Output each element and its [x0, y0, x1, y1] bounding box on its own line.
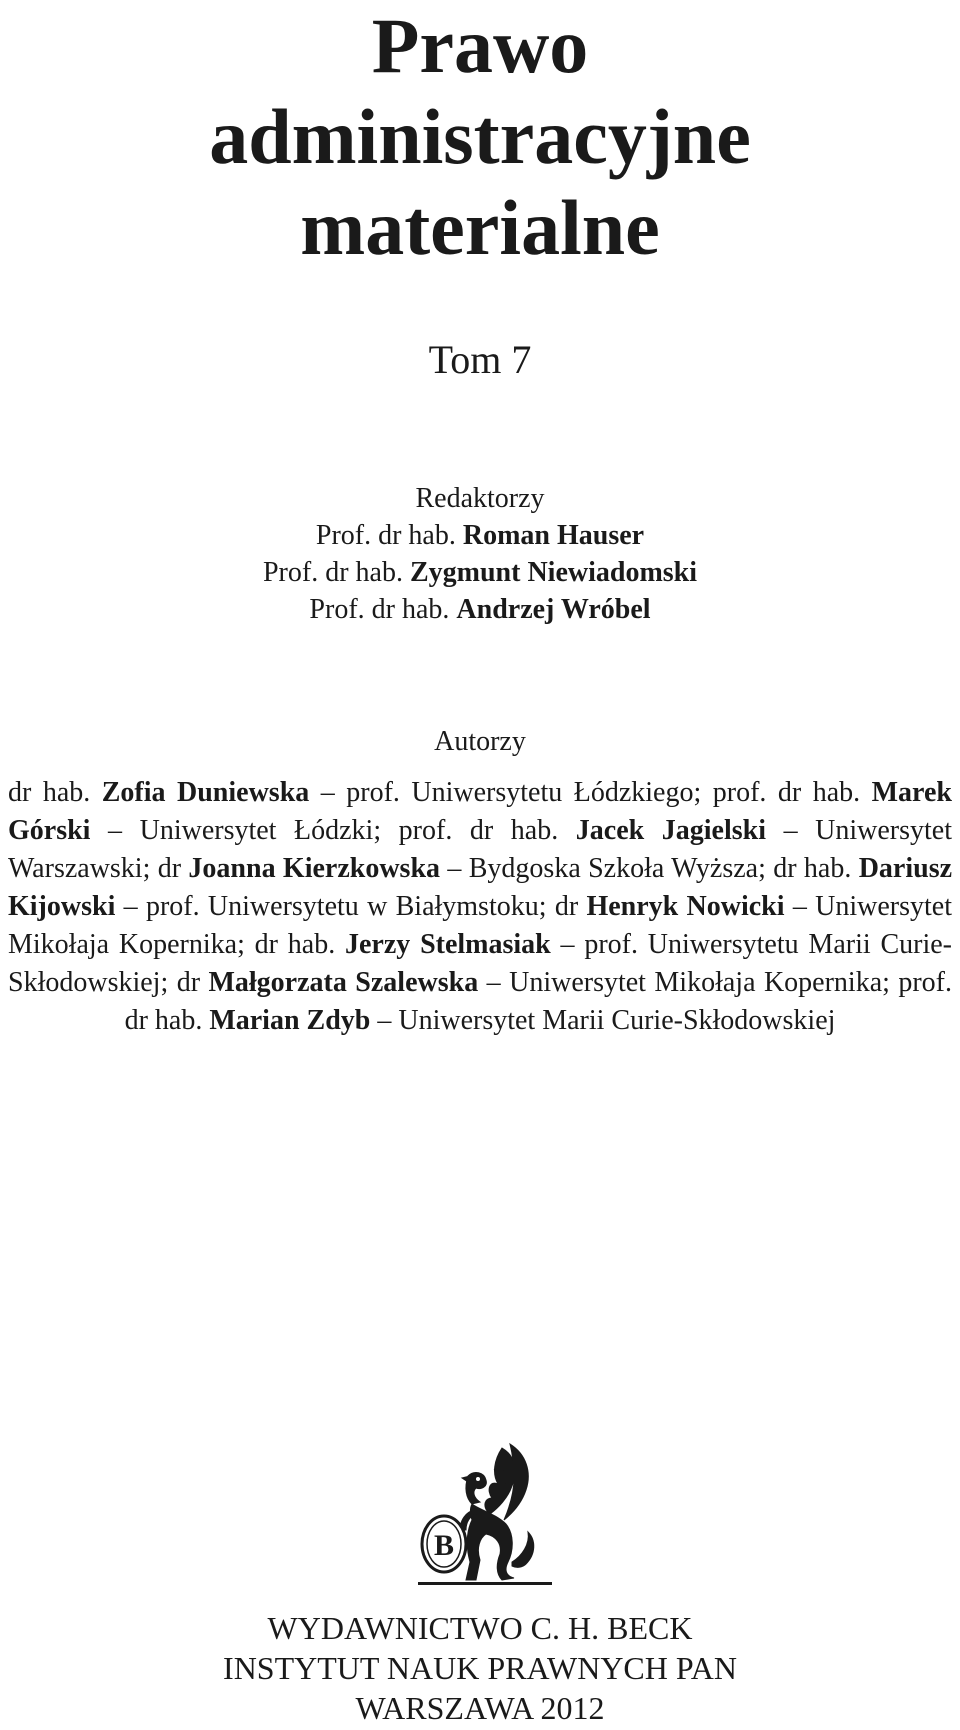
editor-title: Prof. dr hab. [309, 594, 457, 625]
author-affiliation: – Uniwersytet Łódzki; [90, 815, 399, 846]
volume-number: Tom 7 [428, 337, 532, 382]
authors-paragraph [8, 774, 952, 1040]
publication-place-year: WARSZAWA 2012 [355, 1690, 605, 1726]
author-affiliation: – Uniwersytet Warszawski; [8, 815, 952, 884]
author-affiliation: – prof. Uniwersytetu w Białymstoku; [115, 891, 555, 922]
author-title: dr hab. [254, 929, 345, 960]
logo-letter: B [433, 1529, 455, 1562]
publisher-block [0, 1608, 960, 1728]
author-name: Jacek Jagielski [575, 815, 766, 846]
book-title-line-3: materialne [300, 184, 660, 271]
author-name: Zofia Duniewska [101, 777, 310, 808]
authors-heading: Autorzy [434, 726, 526, 757]
editor-entry [0, 591, 960, 628]
author-name: Jerzy Stelmasiak [344, 929, 551, 960]
editor-name: Andrzej Wróbel [456, 594, 651, 625]
author-name: Henryk Nowicki [586, 891, 785, 922]
author-name: Joanna Kierzkowska [188, 853, 441, 884]
editor-name: Zygmunt Niewiadomski [409, 557, 698, 588]
author-title: dr [157, 853, 189, 884]
author-name: Marek Górski [8, 777, 952, 846]
book-title-line-2: administracyjne [209, 93, 751, 180]
author-name: Dariusz Kijowski [8, 853, 953, 922]
author-affiliation: – Uniwersytet Mikołaja Kopernika; [8, 891, 953, 960]
author-name: Marian Zdyb [209, 1005, 371, 1036]
editor-title: Prof. dr hab. [315, 520, 463, 551]
author-affiliation: – Uniwersytet Marii Curie-Skłodowskiej [370, 1005, 836, 1036]
author-title: dr [176, 967, 209, 998]
author-title: prof. dr hab. [398, 815, 576, 846]
editor-entry [0, 554, 960, 591]
editors-heading: Redaktorzy [415, 483, 545, 514]
author-title: prof. dr hab. [124, 967, 952, 1036]
author-name: Małgorzata Szalewska [208, 967, 479, 998]
author-title: dr hab. [8, 777, 102, 808]
editor-entry [0, 517, 960, 554]
author-affiliation: – prof. Uniwersytetu Łódzkiego; [309, 777, 713, 808]
author-title: dr hab. [773, 853, 859, 884]
author-affiliation: – Bydgoska Szkoła Wyższa; [440, 853, 774, 884]
editors-section [0, 480, 960, 628]
author-affiliation: – prof. Uniwersytetu Marii Curie-Skłodowskiej; [8, 929, 952, 998]
book-title-line-1: Prawo [371, 2, 589, 89]
editor-name: Roman Hauser [462, 520, 645, 551]
author-affiliation: – Uniwersytet Mikołaja Kopernika; [478, 967, 899, 998]
author-title: prof. dr hab. [712, 777, 872, 808]
book-title [0, 0, 960, 273]
author-title: dr [554, 891, 587, 922]
co-publisher-name: INSTYTUT NAUK PRAWNYCH PAN [223, 1650, 737, 1686]
editor-title: Prof. dr hab. [262, 557, 410, 588]
publisher-name: WYDAWNICTWO C. H. BECK [267, 1610, 693, 1646]
griffin-publisher-logo-icon [410, 1440, 560, 1594]
